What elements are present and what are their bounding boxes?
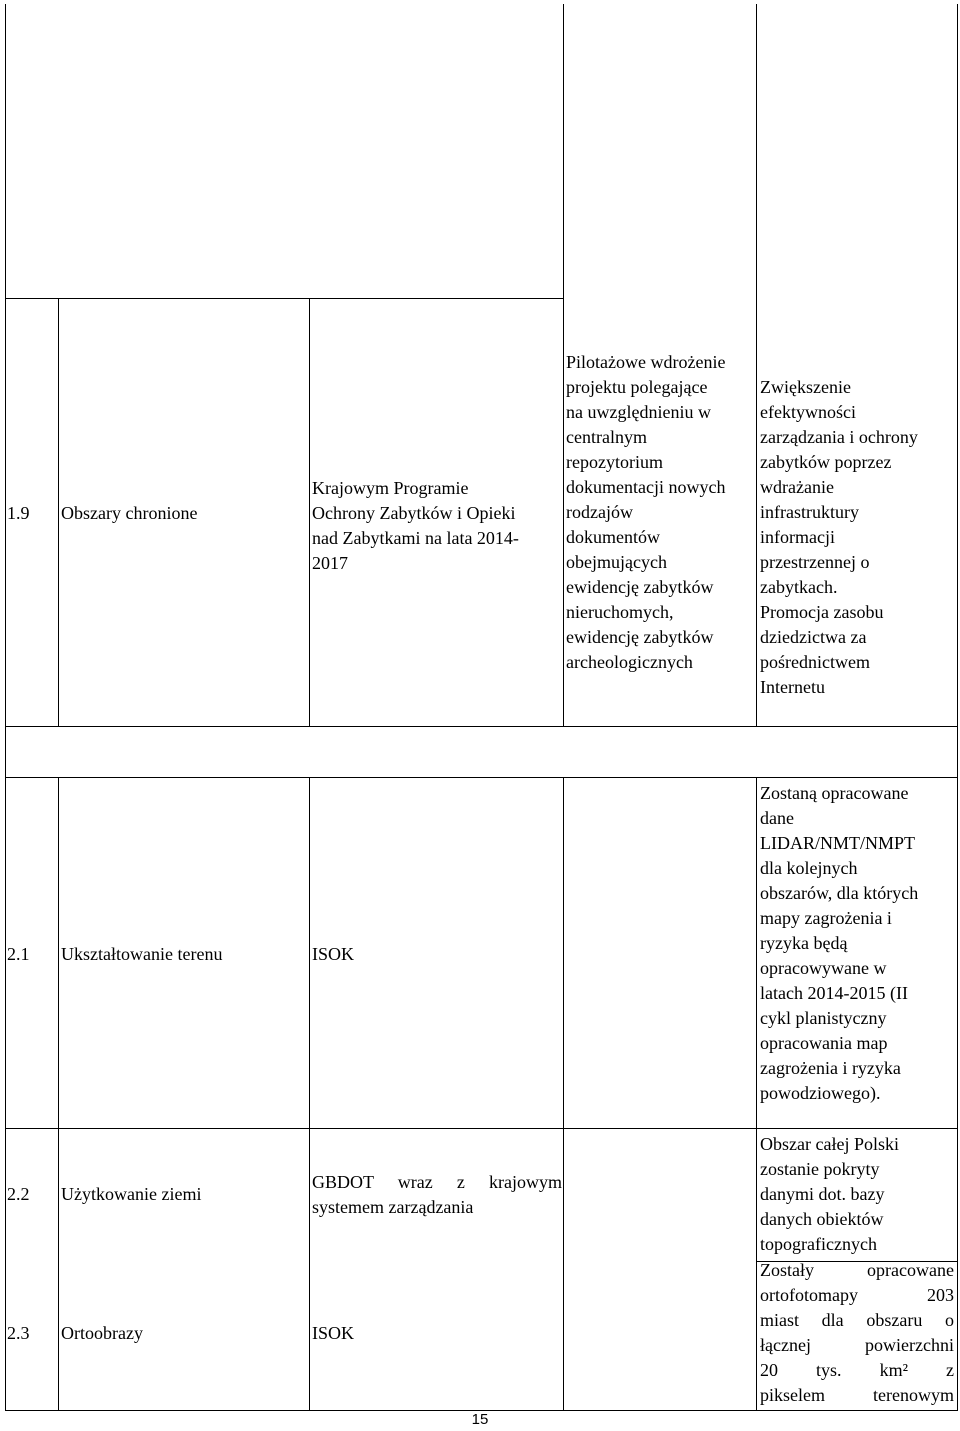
effect-line: pikselem terenowym [760,1385,954,1405]
column-divider [309,298,310,726]
effect-line: mapy zagrożenia i [760,908,892,928]
table-border-left [5,4,6,1410]
effect-line: przestrzennej o [760,552,870,572]
effect-line: zabytków poprzez [760,452,892,472]
source-line: nad Zabytkami na lata 2014- [312,528,519,548]
row-divider [5,726,958,727]
action-line: dokumentów [566,527,660,547]
action-line: obejmujących [566,552,667,572]
effect-line: pośrednictwem [760,652,870,672]
effect-line: cykl planistyczny [760,1008,887,1028]
source-line: ISOK [312,1323,355,1343]
action-line: projektu polegające [566,377,708,397]
page-number: 15 [471,1411,489,1428]
effect-line: zabytkach. [760,577,838,597]
effect-line: opracowania map [760,1033,888,1053]
column-divider [563,4,564,726]
effect-line: Zwiększenie [760,377,851,397]
row-name: Obszary chronione [61,503,198,523]
row-number: 2.1 [7,944,30,964]
row-name: Ukształtowanie terenu [61,944,223,964]
table-border-right [957,4,958,1410]
source-line: Ochrony Zabytków i Opieki [312,503,516,523]
row-number: 1.9 [7,503,30,523]
effect-line: dla kolejnych [760,858,858,878]
action-line: dokumentacji nowych [566,477,726,497]
action-line: centralnym [566,427,647,447]
source-line: Krajowym Programie [312,478,469,498]
action-line: rodzajów [566,502,633,522]
effect-line: Internetu [760,677,825,697]
effect-line: Zostały opracowane [760,1260,954,1280]
action-line: na uwzględnieniu w [566,402,711,422]
action-line: ewidencję zabytków [566,577,714,597]
source-line: systemem zarządzania [312,1197,474,1217]
row-name: Użytkowanie ziemi [61,1184,202,1204]
effect-line: efektywności [760,402,856,422]
row-name: Ortoobrazy [61,1323,143,1343]
effect-cell [760,781,918,1106]
action-line: nieruchomych, [566,602,674,622]
source-cell [312,476,519,576]
effect-line: dziedzictwa za [760,627,867,647]
column-divider [563,777,564,1410]
effect-line: zostanie pokryty [760,1159,880,1179]
column-divider [756,4,757,726]
effect-line: informacji [760,527,835,547]
effect-line: infrastruktury [760,502,859,522]
row-divider [5,777,958,778]
effect-cell [760,1132,899,1257]
effect-line: opracowywane w [760,958,887,978]
column-divider [58,777,59,1410]
row-number: 2.3 [7,1323,30,1343]
effect-line: Promocja zasobu [760,602,884,622]
effect-cell [760,375,918,700]
column-divider [58,298,59,726]
row-divider [5,1128,958,1129]
action-line: Pilotażowe wdrożenie [566,352,726,372]
effect-line: 20 tys. km² z [760,1360,954,1380]
effect-cell [760,1258,954,1408]
action-line: archeologicznych [566,652,693,672]
row-number: 2.2 [7,1184,30,1204]
effect-line: Zostaną opracowane [760,783,909,803]
effect-line: wdrażanie [760,477,834,497]
effect-line: łącznej powierzchni [760,1335,954,1355]
column-divider [756,777,757,1410]
effect-line: ryzyka będą [760,933,848,953]
effect-line: latach 2014-2015 (II [760,983,908,1003]
row-divider [5,298,563,299]
source-cell [312,1170,562,1220]
source-line: GBDOT wraz z krajowym [312,1172,562,1192]
action-line: repozytorium [566,452,663,472]
effect-line: danymi dot. bazy [760,1184,885,1204]
effect-line: LIDAR/NMT/NMPT [760,833,916,853]
effect-line: miast dla obszaru o [760,1310,954,1330]
effect-line: zarządzania i ochrony [760,427,918,447]
column-divider [309,777,310,1410]
effect-line: powodziowego). [760,1083,881,1103]
effect-line: topograficznych [760,1234,877,1254]
action-line: ewidencję zabytków [566,627,714,647]
source-line: 2017 [312,553,348,573]
action-cell [566,350,725,675]
effect-line: ortofotomapy 203 [760,1285,954,1305]
effect-line: obszarów, dla których [760,883,919,903]
effect-line: dane [760,808,794,828]
effect-line: danych obiektów [760,1209,884,1229]
effect-line: Obszar całej Polski [760,1134,899,1154]
effect-line: zagrożenia i ryzyka [760,1058,901,1078]
source-line: ISOK [312,944,355,964]
